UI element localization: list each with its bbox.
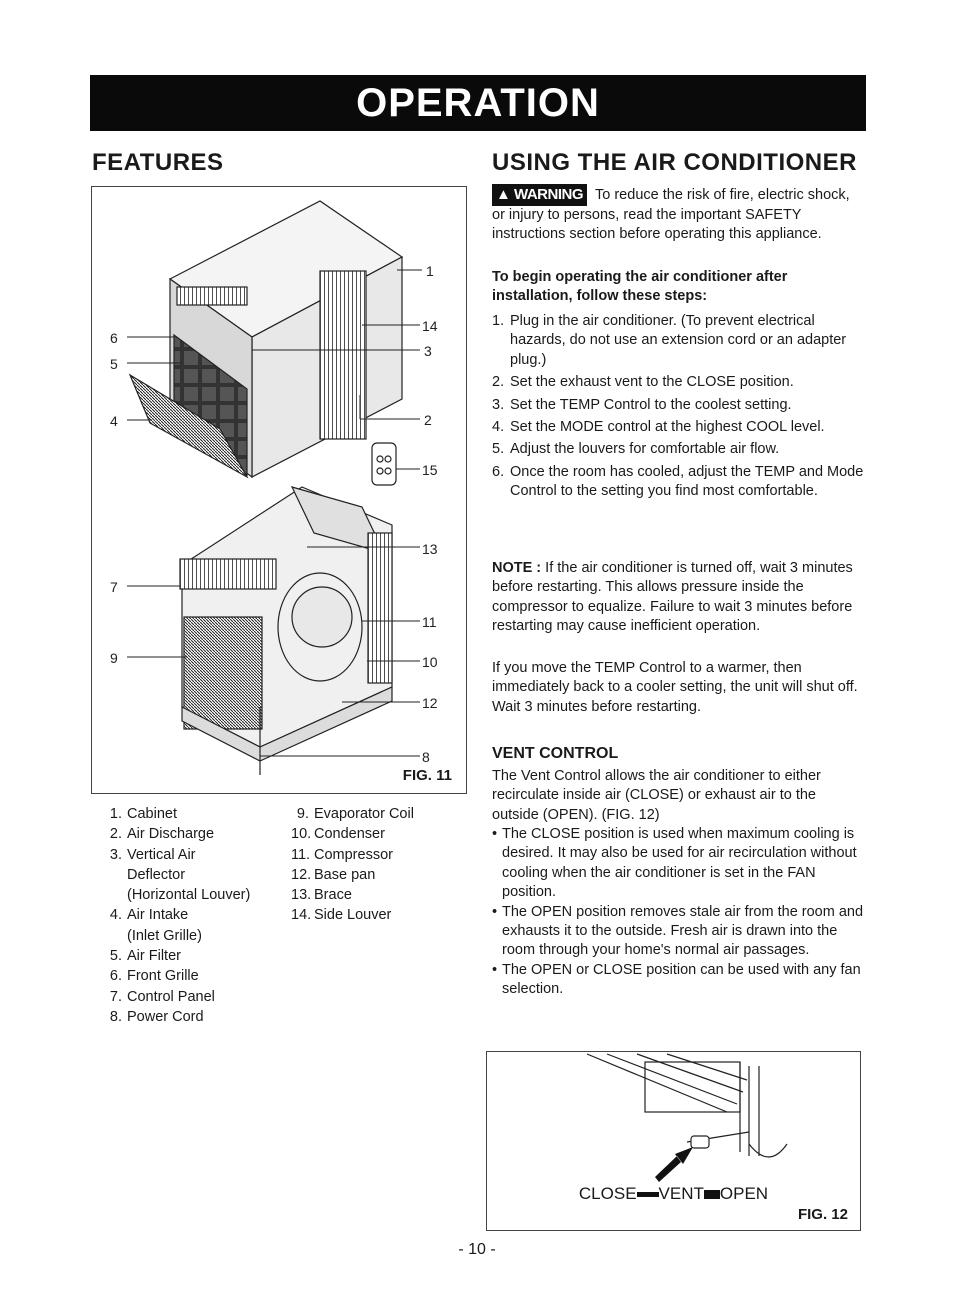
vent-bullet: [492, 961, 864, 1000]
legend-text: Side Louver: [314, 907, 392, 924]
callout-4: 4: [110, 413, 118, 429]
legend-number: 2.: [109, 826, 122, 843]
steps-list: [492, 312, 864, 505]
note-paragraph: [492, 559, 864, 637]
vent-heading: VENT CONTROL: [492, 745, 619, 762]
legend-item: [104, 966, 294, 986]
legend-number: 8.: [109, 1008, 122, 1025]
legend-text: Evaporator Coil: [314, 806, 414, 822]
step-item: [492, 440, 864, 459]
legend-number: 3.: [109, 846, 122, 863]
step-text: Once the room has cooled, adjust the TEMP and Mode Control to the setting you find most comfortable.: [510, 463, 864, 500]
vent-bullets: [492, 825, 864, 1000]
step-item: [492, 312, 864, 370]
vent-divider-right-icon: [704, 1190, 720, 1199]
legend-item: [291, 845, 461, 865]
vent-open-label: OPEN: [719, 1184, 769, 1203]
legend-text: Air Filter: [127, 948, 181, 965]
callout-3: 3: [424, 343, 432, 359]
legend-text: Condenser: [314, 826, 385, 843]
features-heading: FEATURES: [92, 149, 224, 176]
step-text: Adjust the louvers for comfortable air flow.: [510, 441, 780, 458]
warning-badge-text: WARNING: [514, 186, 584, 203]
legend-number: 4.: [109, 907, 122, 924]
vent-intro: The Vent Control allows the air conditioner to either recirculate inside air (CLOSE) or exhaust air to the outside (OPEN). (FIG. 12): [492, 768, 821, 823]
legend-text: Power Cord: [127, 1008, 204, 1025]
using-heading: USING THE AIR CONDITIONER: [492, 149, 857, 176]
legend-text: Air Discharge: [127, 826, 215, 843]
evaporator-coil: [184, 617, 262, 729]
callout-14: 14: [422, 318, 438, 334]
legend-right: [291, 804, 461, 926]
step-number: 4.: [492, 419, 505, 436]
bullet-dot-icon: •: [492, 903, 498, 920]
figure-11-label: FIG. 11: [402, 767, 452, 784]
legend-item: [104, 845, 294, 865]
vent-bullet-text: The OPEN position removes stale air from the room and exhausts it to the outside. Fresh air is drawn into the room through your home's normal air passages.: [502, 903, 864, 959]
step-item: [492, 373, 864, 392]
legend-item: [291, 824, 461, 844]
step-number: 2.: [492, 374, 505, 391]
step-number: 6.: [492, 463, 505, 480]
vent-bullet-text: The CLOSE position is used when maximum cooling is desired. It may also be used for air recirculation without cooling when the air conditioner is set in the FAN position.: [502, 826, 857, 901]
vent-close-label: CLOSE: [578, 1184, 637, 1203]
callout-13: 13: [422, 541, 438, 557]
legend-text: Air Intake: [127, 907, 189, 924]
step-number: 3.: [492, 396, 505, 413]
callout-6: 6: [110, 330, 118, 346]
legend-number: [104, 865, 122, 885]
step-number: 5.: [492, 441, 505, 458]
legend-text: (Horizontal Louver): [127, 887, 251, 904]
legend-number: 13.: [291, 887, 312, 904]
legend-item: [104, 885, 294, 905]
step-text: Set the MODE control at the highest COOL level.: [510, 419, 825, 436]
vent-bullet: [492, 903, 864, 961]
legend-text: Front Grille: [127, 968, 199, 985]
callout-8: 8: [422, 749, 430, 765]
callout-12: 12: [422, 695, 438, 711]
legend-number: 9.: [296, 806, 309, 822]
legend-text: Control Panel: [127, 988, 215, 1005]
figure-11-box: [91, 186, 467, 794]
banner-title: OPERATION: [356, 80, 600, 125]
legend-item: [291, 885, 461, 905]
vent-scale: [487, 1184, 860, 1204]
legend-item: [104, 804, 294, 824]
legend-number: [104, 926, 122, 946]
legend-item: [104, 1007, 294, 1027]
legend-number: 14.: [291, 907, 312, 924]
step-text: Set the exhaust vent to the CLOSE position.: [510, 374, 794, 391]
callout-11: 11: [422, 614, 437, 630]
legend-item: [291, 865, 461, 885]
vent-bullet-text: The OPEN or CLOSE position can be used with any fan selection.: [502, 961, 861, 998]
legend-text: (Inlet Grille): [127, 927, 202, 944]
legend-number: 7.: [109, 988, 122, 1005]
air-conditioner-exploded-diagram: [92, 187, 466, 793]
step-item: [492, 396, 864, 415]
note-label: NOTE :: [492, 560, 542, 576]
legend-number: 1.: [109, 806, 122, 822]
vent-arrow-icon: [655, 1147, 693, 1182]
callout-5: 5: [110, 356, 118, 372]
legend-item: [104, 946, 294, 966]
legend-item: [104, 824, 294, 844]
compressor: [292, 587, 352, 647]
legend-text: Compressor: [314, 846, 393, 863]
side-louver: [320, 271, 366, 439]
vent-lever: [691, 1136, 709, 1148]
legend-left: [104, 804, 294, 1027]
legend-item: [104, 905, 294, 925]
step-item: [492, 418, 864, 437]
legend-number: 5.: [109, 948, 122, 965]
legend-number: 12.: [291, 866, 312, 883]
legend-item: [104, 926, 294, 946]
callout-9: 9: [110, 650, 118, 666]
vent-bullet: [492, 825, 864, 903]
legend-item: [104, 987, 294, 1007]
legend-item: [104, 865, 294, 885]
step-text: Set the TEMP Control to the coolest setting.: [510, 396, 792, 413]
step-item: [492, 463, 864, 502]
temp-paragraph: If you move the TEMP Control to a warmer, then immediately back to a cooler setting, the unit will shut off. Wait 3 minutes before restarting.: [492, 660, 858, 715]
horizontal-louver: [177, 287, 247, 305]
legend-text: Deflector: [127, 866, 186, 883]
callout-10: 10: [422, 654, 438, 670]
legend-number: 10.: [291, 826, 312, 843]
legend-text: Brace: [314, 887, 352, 904]
control-panel: [180, 559, 276, 589]
note-text: If the air conditioner is turned off, wait 3 minutes before restarting. This allows pressure inside the compressor to equalize. Failure to wait 3 minutes before restarting may cause inefficient operation.: [492, 560, 853, 635]
legend-text: Base pan: [314, 866, 376, 883]
bullet-dot-icon: •: [492, 826, 498, 842]
callout-2: 2: [424, 412, 432, 428]
remote-control: [372, 443, 396, 485]
legend-number: 6.: [109, 968, 122, 985]
legend-item: [291, 804, 461, 824]
legend-item: [291, 905, 461, 925]
figure-12-box: [486, 1051, 861, 1231]
callout-1: 1: [426, 263, 434, 279]
warning-badge: ▲ WARNING: [492, 184, 587, 206]
legend-number: 11.: [291, 846, 311, 863]
vent-divider-left-icon: [637, 1192, 659, 1197]
bullet-dot-icon: •: [492, 961, 498, 978]
section-banner: [90, 75, 866, 131]
figure-12-label: FIG. 12: [797, 1206, 848, 1223]
legend-text: Cabinet: [127, 806, 177, 822]
legend-text: Vertical Air: [127, 846, 196, 863]
callout-7: 7: [110, 579, 118, 595]
vent-label: VENT: [658, 1184, 704, 1203]
step-text: Plug in the air conditioner. (To prevent electrical hazards, do not use an extension cord or an adapter plug.): [510, 313, 847, 368]
legend-number: [104, 885, 122, 905]
steps-intro: To begin operating the air conditioner after installation, follow these steps:: [492, 269, 788, 305]
warning-block: [492, 184, 864, 245]
warning-text: To reduce the risk of fire, electric shock, or injury to persons, read the important SAFETY instructions section before operating this appliance.: [492, 186, 850, 243]
page-number: - 10 -: [458, 1241, 496, 1258]
callout-15: 15: [422, 462, 438, 478]
step-number: 1.: [492, 313, 505, 329]
